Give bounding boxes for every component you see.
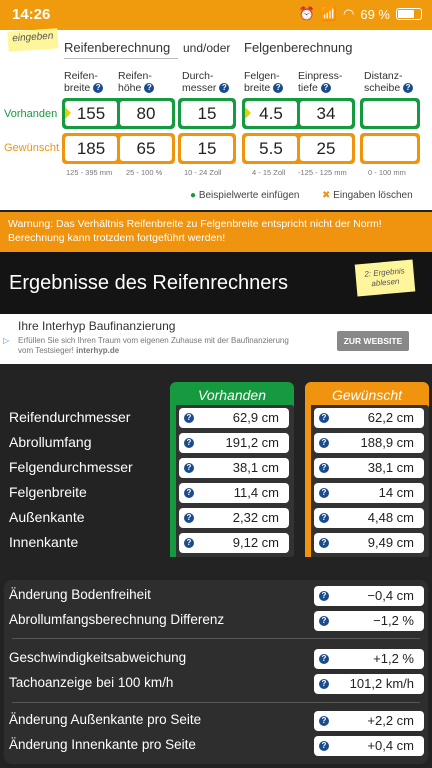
ad-banner[interactable] [0,314,432,364]
result-vorhanden-value: ? 11,4 cm [179,483,289,503]
result-label: Reifendurchmesser [9,409,131,425]
help-icon[interactable]: ? [319,413,329,423]
gewuenscht-distanz-group [360,133,420,164]
help-icon[interactable]: ? [319,716,329,726]
heading-reifenberechnung: Reifenberechnung [64,40,171,55]
focus-marker [245,107,251,119]
help-icon[interactable]: ? [403,83,413,93]
result-gewuenscht-value: ? 4,48 cm [314,508,424,528]
range-distanzscheibe: 0 - 100 mm [368,168,406,177]
help-icon[interactable]: ? [321,83,331,93]
x-icon: ✖ [322,190,331,201]
difference-label: Geschwindigkeitsabweichung [9,650,187,665]
help-icon[interactable]: ? [319,741,329,751]
result-vorhanden-value: ? 62,9 cm [179,408,289,428]
result-gewuenscht-value: ? 188,9 cm [314,433,424,453]
sticky-note-ergebnis: 2: Ergebnis ablesen [355,260,416,297]
help-icon[interactable]: ? [319,591,329,601]
help-icon[interactable]: ? [184,538,194,548]
separator [12,702,420,703]
difference-label: Tachoanzeige bei 100 km/h [9,675,174,690]
result-gewuenscht-value: ? 62,2 cm [314,408,424,428]
status-bar [0,0,432,30]
ad-text: Erfüllen Sie sich Ihren Traum vom eigenen Zuhause mit der Baufinanzierung vom Testsieger! interhyp.de [18,336,289,355]
help-icon[interactable]: ? [184,488,194,498]
difference-value: ? 101,2 km/h [314,674,424,694]
colhead-felgenbreite: Felgen- breite ? [244,70,283,94]
vorhanden-felgen-group [242,98,355,129]
colhead-distanzscheibe: Distanz- scheibe ? [364,70,413,94]
results-title: Ergebnisse des Reifenrechners [9,272,289,294]
help-icon[interactable]: ? [319,538,329,548]
status-time: 14:26 [12,6,51,23]
range-reifenbreite: 125 - 395 mm [66,168,113,177]
vorhanden-reifenhoehe-input[interactable]: 80 [120,101,172,126]
help-icon[interactable]: ? [319,438,329,448]
col-vorhanden-accent [170,405,176,557]
vorhanden-durchmesser-group [178,98,236,129]
col-head-vorhanden: Vorhanden [170,382,294,408]
battery-percent: 69 % [360,6,390,22]
vorhanden-reifenbreite-input[interactable]: 155 [65,101,117,126]
gewuenscht-einpresstiefe-input[interactable]: 25 [300,136,352,161]
gewuenscht-durchmesser-group [178,133,236,164]
difference-value: ? +0,4 cm [314,736,424,756]
sticky-note-eingeben: eingeben [7,28,58,51]
help-icon[interactable]: ? [319,616,329,626]
gewuenscht-durchmesser-input[interactable]: 15 [181,136,233,161]
difference-value: ? −1,2 % [314,611,424,631]
status-icons [299,6,422,22]
result-label: Abrollumfang [9,434,92,450]
result-gewuenscht-value: ? 9,49 cm [314,533,424,553]
heading-felgenberechnung: Felgenberechnung [244,40,353,55]
clear-inputs-link[interactable]: ✖ Eingaben löschen [322,190,413,201]
range-einpresstiefe: -125 - 125 mm [298,168,347,177]
help-icon[interactable]: ? [93,83,103,93]
difference-label: Änderung Bodenfreiheit [9,587,151,602]
help-icon[interactable]: ? [184,463,194,473]
heading-underline [64,58,178,59]
gewuenscht-reifenbreite-input[interactable]: 185 [65,136,117,161]
vorhanden-reifen-group [62,98,175,129]
example-values-link[interactable]: ● Beispielwerte einfügen [190,190,300,201]
difference-value: ? +2,2 cm [314,711,424,731]
range-reifenhoehe: 25 - 100 % [126,168,163,177]
wifi-icon: ◠ [343,6,355,21]
gewuenscht-reifen-group [62,133,175,164]
result-vorhanden-value: ? 191,2 cm [179,433,289,453]
range-durchmesser: 10 - 24 Zoll [184,168,222,177]
help-icon[interactable]: ? [319,488,329,498]
gewuenscht-distanzscheibe-input[interactable] [363,136,417,161]
vorhanden-felgenbreite-input[interactable]: 4.5 [245,101,297,126]
colhead-einpresstiefe: Einpress- tiefe ? [298,70,343,94]
row-label-gewuenscht: Gewünscht [4,142,60,154]
vorhanden-durchmesser-input[interactable]: 15 [181,101,233,126]
gewuenscht-reifenhoehe-input[interactable]: 65 [120,136,172,161]
vorhanden-distanzscheibe-input[interactable] [363,101,417,126]
alarm-icon: ⏰ [298,6,315,21]
separator [12,638,420,639]
difference-value: ? −0,4 cm [314,586,424,606]
colhead-reifenhoehe: Reifen- höhe ? [118,70,154,94]
ad-info-icon[interactable]: ▷ [3,336,10,345]
difference-value: ? +1,2 % [314,649,424,669]
signal-icon: 📶 [320,6,338,21]
difference-label: Änderung Außenkante pro Seite [9,712,202,727]
ad-website-button[interactable]: ZUR WEBSITE [337,331,409,351]
warning-banner: Warnung: Das Verhältnis Reifenbreite zu Felgenbreite entspricht nicht der Norm! Berechnung kann trotzdem fortgeführt werden! [0,212,432,252]
battery-icon [396,8,422,20]
result-gewuenscht-value: ? 14 cm [314,483,424,503]
help-icon[interactable]: ? [144,83,154,93]
help-icon[interactable]: ? [319,463,329,473]
result-label: Außenkante [9,509,85,525]
help-icon[interactable]: ? [219,83,229,93]
green-dot-icon: ● [190,190,197,201]
help-icon[interactable]: ? [319,654,329,664]
help-icon[interactable]: ? [184,413,194,423]
result-vorhanden-value: ? 38,1 cm [179,458,289,478]
vorhanden-distanz-group [360,98,420,129]
col-head-gewuenscht: Gewünscht [305,382,429,408]
row-label-vorhanden: Vorhanden [4,108,58,120]
results-header [0,252,432,314]
result-label: Felgenbreite [9,484,87,500]
result-vorhanden-value: ? 9,12 cm [179,533,289,553]
difference-label: Änderung Innenkante pro Seite [9,737,196,752]
input-panel [0,30,432,210]
help-icon[interactable]: ? [184,438,194,448]
result-label: Innenkante [9,534,79,550]
heading-undoder: und/oder [183,41,231,55]
vorhanden-einpresstiefe-input[interactable]: 34 [300,101,352,126]
help-icon[interactable]: ? [273,83,283,93]
colhead-durchmesser: Durch- messer ? [182,70,229,94]
gewuenscht-felgenbreite-input[interactable]: 5.5 [245,136,297,161]
ad-title[interactable]: Ihre Interhyp Baufinanzierung [18,319,176,333]
colhead-reifenbreite: Reifen- breite ? [64,70,103,94]
difference-label: Abrollumfangsberechnung Differenz [9,612,225,627]
help-icon[interactable]: ? [319,679,329,689]
col-gewuenscht-accent [305,405,311,557]
result-vorhanden-value: ? 2,32 cm [179,508,289,528]
result-gewuenscht-value: ? 38,1 cm [314,458,424,478]
help-icon[interactable]: ? [184,513,194,523]
gewuenscht-felgen-group [242,133,355,164]
result-label: Felgendurchmesser [9,459,133,475]
range-felgenbreite: 4 - 15 Zoll [252,168,286,177]
help-icon[interactable]: ? [319,513,329,523]
focus-marker [65,107,71,119]
